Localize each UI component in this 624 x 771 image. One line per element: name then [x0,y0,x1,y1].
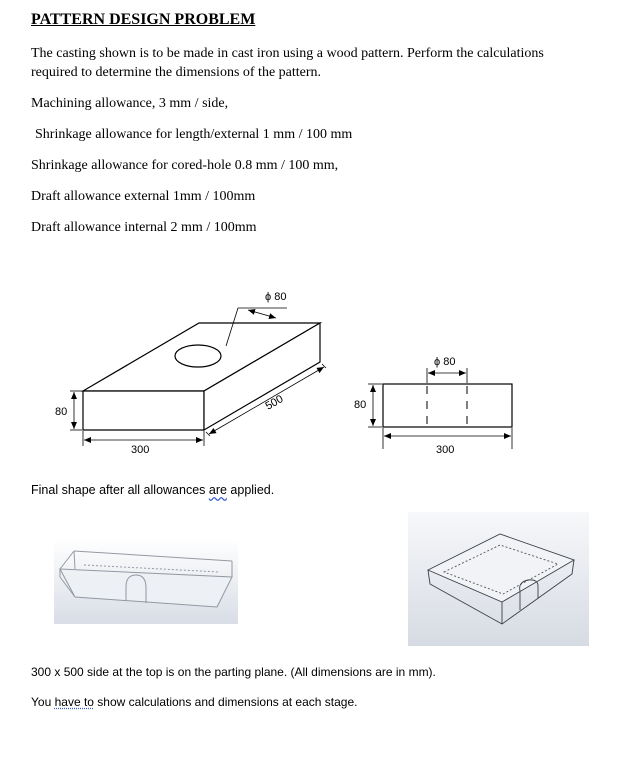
front-hole-dim: ϕ 80 [434,356,456,368]
iso-height-dim: 80 [55,406,68,418]
intro-paragraph: The casting shown is to be made in cast iron using a wood pattern. Perform the calculations required to determine the dimensions of the pattern. [31,46,544,80]
spec-machining: Machining allowance, 3 mm / side, [31,96,229,111]
front-width-dim: 300 [436,444,455,456]
instruction-note: You have to show calculations and dimensions at each stage. [31,695,358,709]
page-title: PATTERN DESIGN PROBLEM [31,11,256,28]
iso-width-dim: 300 [131,444,150,456]
parting-plane-note: 300 x 500 side at the top is on the parting plane. (All dimensions are in mm). [31,665,436,679]
casting-drawing [0,250,624,470]
spec-draft-internal: Draft allowance internal 2 mm / 100mm [31,220,257,235]
iso-length-dim: 500 [263,393,286,413]
spec-shrinkage-external: Shrinkage allowance for length/external 1 mm / 100 mm [35,127,353,142]
front-height-dim: 80 [354,399,367,411]
isometric-view [70,308,326,446]
spec-draft-external: Draft allowance external 1mm / 100mm [31,189,256,204]
iso-hole-dim: ϕ 80 [265,291,287,303]
spec-shrinkage-core: Shrinkage allowance for cored-hole 0.8 mm / 100 mm, [31,158,339,173]
render-pattern-side [54,539,238,624]
render-pattern-iso [408,512,589,646]
drawing-caption: Final shape after all allowances are applied. [31,483,275,497]
front-view [368,368,512,449]
